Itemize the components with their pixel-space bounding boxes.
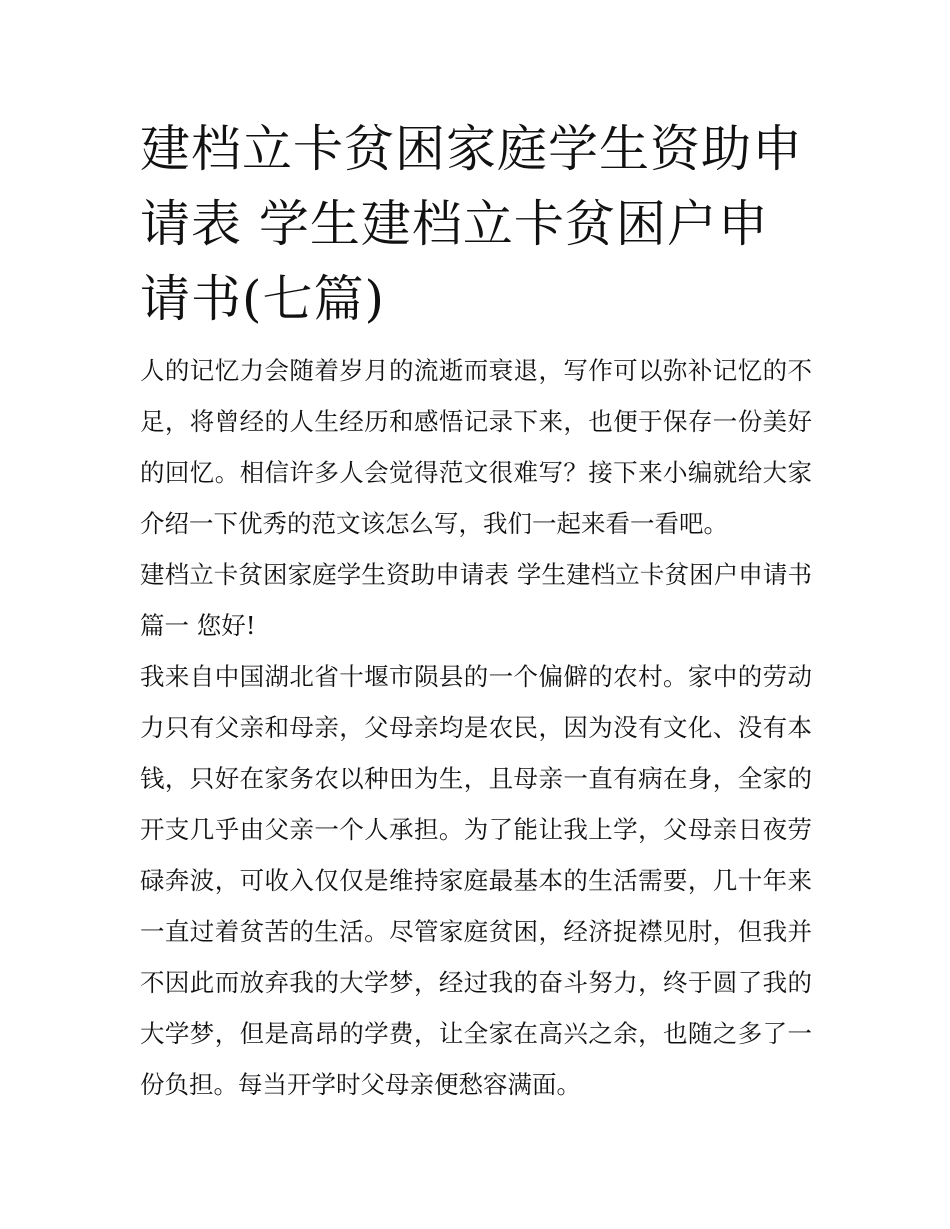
document-title: 建档立卡贫困家庭学生资助申请表 学生建档立卡贫困户申请书(七篇)	[140, 120, 803, 328]
section-heading: 建档立卡贫困家庭学生资助申请表 学生建档立卡贫困户申请书篇一 您好!	[140, 560, 812, 640]
body-paragraph: 我来自中国湖北省十堰市陨县的一个偏僻的农村。家中的劳动力只有父亲和母亲，父母亲均是农民，因为没有文化、没有本钱，只好在家务农以种田为生，且母亲一直有病在身，全家的开支几乎由父亲一个人承担。为了能让我上学，父母亲日夜劳碌奔波，可收入仅仅是维持家庭最基本的生活需要，几十年来一直过着贫苦的生活。尽管家庭贫困，经济捉襟见肘，但我并不因此而放弃我的大学梦，经过我的奋斗努力，终于圆了我的大学梦，但是高昂的学费，让全家在高兴之余，也随之多了一份负担。每当开学时父母亲便愁容满面。	[140, 662, 812, 1099]
document-content	[140, 112, 812, 1110]
intro-paragraph: 人的记忆力会随着岁月的流逝而衰退，写作可以弥补记忆的不足，将曾经的人生经历和感悟记录下来，也便于保存一份美好的回忆。相信许多人会觉得范文很难写？接下来小编就给大家介绍一下优秀的范文该怎么写，我们一起来看一看吧。	[140, 356, 812, 538]
